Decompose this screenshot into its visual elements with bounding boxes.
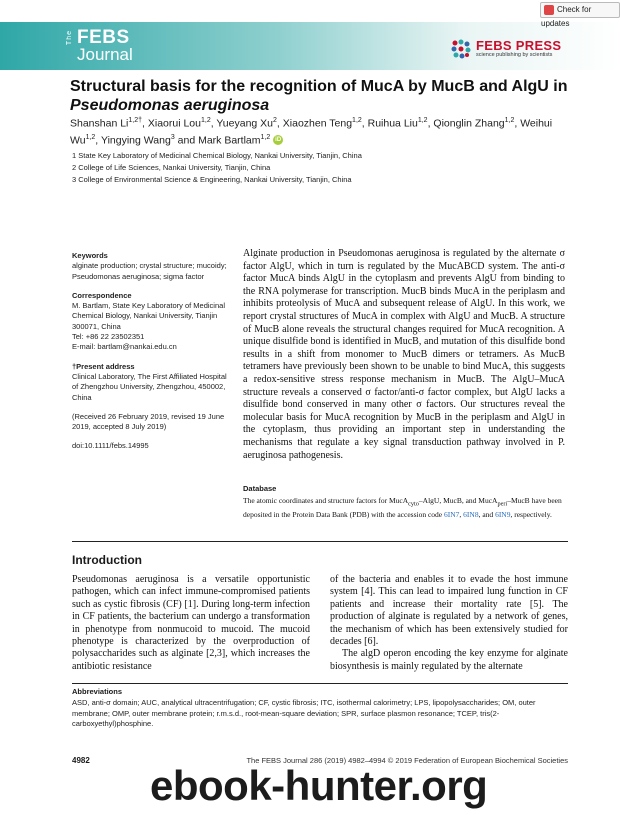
affiliation-1: 1 State Key Laboratory of Medicinal Chemical Biology, Nankai University, Tianjin, China	[72, 151, 362, 160]
database-statement: The atomic coordinates and structure factors for MucA$_{cyto}$–AlgU, MucB, and MucA$_{peri}$–MucB have been deposited in the Protein Data Bank (PDB) with the accession code 6IN7, 6IN8, and 6IN9, respectively.	[243, 496, 562, 519]
affiliation-2: 2 College of Life Sciences, Nankai University, Tianjin, China	[72, 163, 271, 172]
orcid-icon[interactable]: iD	[275, 137, 282, 144]
logo-the: The	[66, 30, 73, 46]
pdb-link-3[interactable]: 6IN9	[495, 510, 511, 519]
keywords: alginate production; crystal structure; mucoidy; Pseudomonas aeruginosa; sigma factor	[72, 261, 227, 281]
abstract: Alginate production in Pseudomonas aeruginosa is regulated by the alternate σ factor AlgU, which in turn is regulated by the MucABCD system. The anti-σ factor MucA binds AlgU in the cytoplasm and prevents AlgU from binding to the RNA polymerase for transcription. MucB binds MucA in the periplasm and inhibits proteolysis of MucA and subsequent release of AlgU. In this work, we report crystal structures of MucA in complex with AlgU and MucB. A structure of MucB alone reveals the structural changes required for MucA recognition. A unique disulfide bond is identified in MucB, and mutation of this disulfide bond results in a shift from monomer to MucB dimers or tetramers. As MucB tetramers have previously been shown to be unable to bind MucA, this suggests a redox-sensitive stress response mechanism in MucB. The AlgU–MucA structure reveals a conserved σ factor/anti-σ factor complex, but AlgU lacks a disulfide bond conserved in many other σ factors. Our structures reveal the molecular basis for MucA recognition by MucB in the periplasm and AlgU in the cytoplasm, thus providing an important step in understanding the mechanisms that regulate a key signal transduction pathway involved in P. aeruginosa pathogenesis.	[243, 248, 565, 461]
logo-febs: FEBS	[77, 27, 130, 48]
author-affiliation-marker: 1,2	[200, 117, 211, 124]
watermark: ebook-hunter.org	[150, 762, 488, 809]
author-name: Yingying Wang	[100, 134, 171, 146]
keywords-heading: Keywords	[72, 251, 108, 260]
introduction-heading: Introduction	[72, 553, 142, 567]
author-affiliation-marker: 1,2	[352, 117, 362, 124]
correspondence: M. Bartlam, State Key Laboratory of Medicinal Chemical Biology, Nankai University, Tianjin 300071, China	[72, 301, 225, 331]
update-badge-icon	[544, 5, 554, 15]
abbreviations-heading: Abbreviations	[72, 687, 123, 696]
logo-journal: Journal	[77, 45, 133, 64]
affiliation-3: 3 College of Environmental Science & Engineering, Nankai University, Tianjin, China	[72, 175, 352, 184]
abbreviations-text: ASD, anti-σ domain; AUC, analytical ultracentrifugation; CF, cystic fibrosis; ITC, isothermal calorimetry; LPS, lipopolysaccharides; OM, outer membrane; OMP, outer membrane protein; r.m.s.d., root-mean-square deviation; SPR, surface plasmon resonance; TCEP, tris(2-carboxyethyl)phosphine.	[72, 698, 536, 728]
author-name: Weihui Wu	[70, 117, 553, 146]
telephone: Tel: +86 22 23502351	[72, 332, 145, 342]
email-link[interactable]: E-mail: bartlam@nankai.edu.cn	[72, 342, 177, 352]
author-affiliation-marker: 1,2	[85, 133, 96, 141]
author-name: Mark Bartlam	[198, 134, 261, 146]
author-affiliation-marker: 1,2†	[128, 117, 143, 124]
press-dots-icon	[450, 38, 472, 60]
febs-journal-logo	[66, 28, 156, 66]
present-address: Clinical Laboratory, The First Affiliated Hospital of Zhengzhou University, Zhengzhou, 450002, China	[72, 371, 227, 402]
check-for-updates-button[interactable]	[540, 2, 620, 28]
press-name: FEBS PRESS	[476, 38, 562, 53]
present-address-heading: †Present address	[72, 361, 135, 371]
check-updates-label: Check for updates	[541, 5, 592, 28]
author-affiliation-marker: 3	[170, 133, 175, 141]
affiliations	[72, 150, 552, 186]
database-heading: Database	[243, 484, 277, 493]
abbreviations-divider	[72, 683, 568, 684]
author-affiliation-marker: 1,2	[260, 133, 271, 141]
pdb-link-1[interactable]: 6IN7	[444, 510, 460, 519]
author-name: Yueyang Xu	[216, 117, 274, 130]
doi-link[interactable]: doi:10.1111/febs.14995	[72, 441, 149, 451]
received-dates: (Received 26 February 2019, revised 19 June 2019, accepted 8 July 2019)	[72, 411, 225, 432]
author-affiliation-marker: 1,2	[417, 117, 428, 124]
pdb-link-2[interactable]: 6IN8	[463, 510, 479, 519]
author-list: Shanshan $Li^{1,2\dagger}$, Xiaorui Lou$^{1,2}$, Yueyang Xu$^2$, Xiaozhen Teng$^{1,2}$, Ruihua Liu$^{1,2}$, Qionglin Zhang$^{1,2}$, Weihui Wu$^{1,2}$, Yingying Wang$^3$ and Mark Bartlam$^{1,2}$ iD	[70, 117, 553, 146]
article-title: Structural basis for the recognition of MucA by MucB and AlgU in Pseudomonas aeruginosa	[70, 78, 568, 114]
author-name: Shanshan Li	[70, 117, 129, 130]
correspondence-heading: Correspondence	[72, 290, 132, 300]
journal-citation: The FEBS Journal 286 (2019) 4982–4994 © 2019 Federation of European Biochemical Societies	[246, 756, 568, 765]
author-name: Qionglin Zhang	[433, 117, 505, 130]
intro-column-right: of the bacteria and enables it to evade the host immune system [4]. This can lead to impaired lung function in CF patients and increase their mortality rate [5]. The production of alginate is regulated by a network of genes, the mechanism of which has been extensively studied for decades [6]. The algD operon encoding the key enzyme for alginate biosynthesis is mainly regulated by the alternate	[330, 574, 568, 672]
author-affiliation-marker: 1,2	[504, 117, 515, 124]
section-divider	[72, 541, 568, 542]
intro-column-left: Pseudomonas aeruginosa is a versatile opportunistic pathogen, which can infect immune-compromised patients such as cystic fibrosis (CF) [1]. During long-term infection in CF patients, the bacterium can undergo a transformation in phenotype from nonmucoid to mucoid. The mucoid phenotype is characterized by the overproduction of polysaccharides such as alginate [2,3], which increases the antibiotic resistance	[72, 574, 310, 672]
article-sidebar	[72, 251, 232, 452]
author-name: Xiaorui Lou	[147, 117, 201, 130]
author-name: Ruihua Liu	[367, 117, 418, 130]
febs-press-logo	[450, 36, 590, 62]
author-affiliation-marker: 2	[273, 117, 277, 124]
author-name: Xiaozhen Teng	[282, 117, 353, 130]
press-tagline: science publishing by scientists	[476, 52, 553, 58]
page-number: 4982	[72, 756, 90, 765]
